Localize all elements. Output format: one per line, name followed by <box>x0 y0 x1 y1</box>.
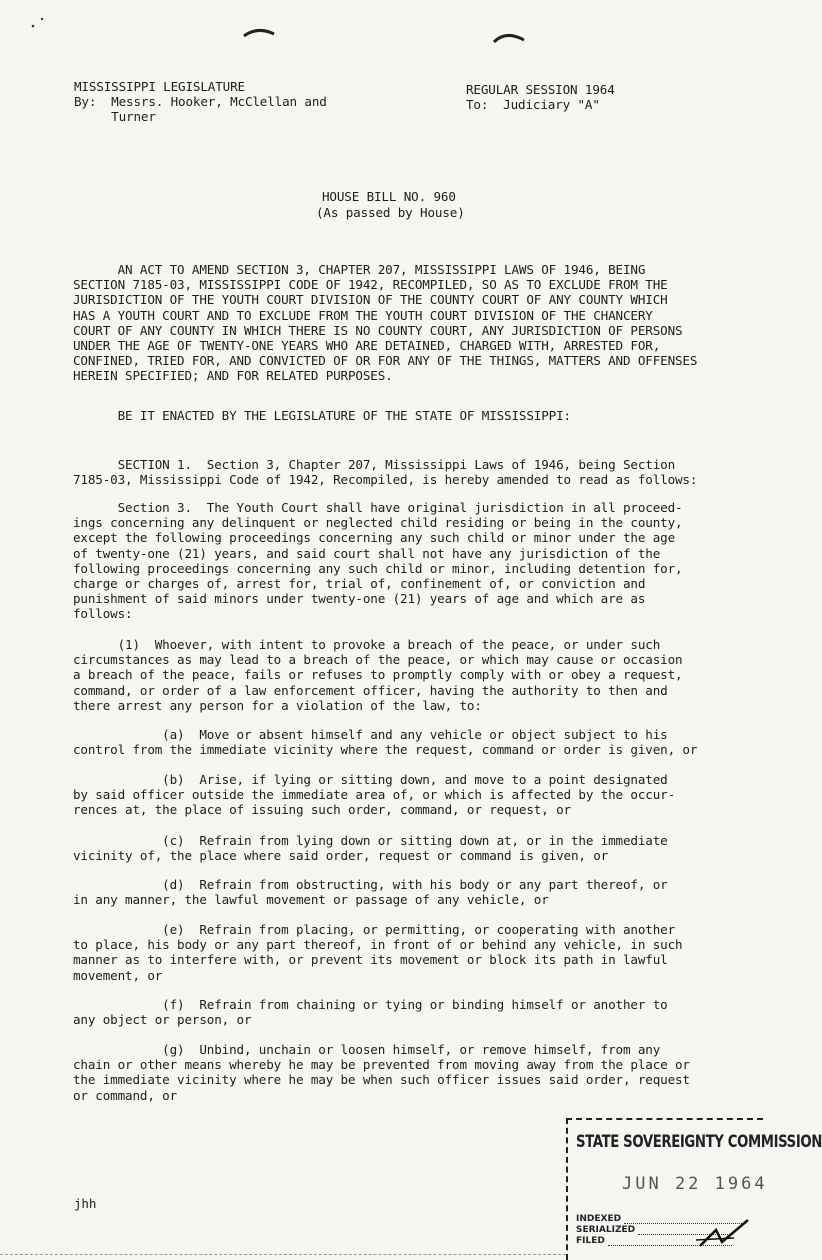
title-line: UNDER THE AGE OF TWENTY-ONE YEARS WHO ARE DETAINED, CHARGED WITH, ARRESTED FOR, <box>73 338 661 354</box>
subparagraph-e-line: to place, his body or any part thereof, in front of or behind any vehicle, in such <box>73 937 683 953</box>
section-3-line: except the following proceedings concerning any such child or minor under the age <box>73 530 675 546</box>
subparagraph-b <box>73 772 675 818</box>
subparagraph-b-line: by said officer outside the immediate area of, or which is affected by the occur- <box>73 787 675 803</box>
section-3 <box>73 500 682 622</box>
paragraph-1-line: command, or order of a law enforcement officer, having the authority to then and <box>73 682 668 698</box>
bill-status: (As passed by House) <box>316 205 465 220</box>
title-line: COURT OF ANY COUNTY IN WHICH THERE IS NO COUNTY COURT, ANY JURISDICTION OF PERSONS <box>73 322 683 338</box>
section-1-line: 7185-03, Mississippi Code of 1942, Recompiled, is hereby amended to read as follows: <box>73 472 698 488</box>
subparagraph-g-line: or command, or <box>73 1087 178 1103</box>
punch-hole-mark-right <box>490 28 530 48</box>
scan-speck <box>28 14 52 30</box>
enacting-clause: BE IT ENACTED BY THE LEGISLATURE OF THE STATE OF MISSISSIPPI: <box>73 408 571 423</box>
paragraph-1-line: (1) Whoever, with intent to provoke a breach of the peace, or under such <box>73 637 661 652</box>
subparagraph-e <box>73 922 682 983</box>
subparagraph-g-line: the immediate vicinity where he may be when such officer issues said order, request <box>73 1072 690 1088</box>
title-line: SECTION 7185-03, MISSISSIPPI CODE OF 1942, RECOMPILED, SO AS TO EXCLUDE FROM THE <box>73 277 668 293</box>
subparagraph-a <box>73 727 697 757</box>
subparagraph-c-line: (c) Refrain from lying down or sitting down at, or in the immediate <box>73 833 668 848</box>
subparagraph-f-line: any object or person, or <box>73 1012 252 1028</box>
paragraph-1 <box>73 637 682 713</box>
subparagraph-a-line: (a) Move or absent himself and any vehicle or object subject to his <box>73 727 668 742</box>
stamp-title: STATE SOVEREIGNTY COMMISSION <box>576 1132 822 1152</box>
punch-hole-mark-left <box>240 24 280 44</box>
legislature-name: MISSISSIPPI LEGISLATURE <box>74 79 245 94</box>
subparagraph-f-line: (f) Refrain from chaining or tying or binding himself or another to <box>73 997 668 1012</box>
subparagraph-d-line: in any manner, the lawful movement or passage of any vehicle, or <box>73 892 549 908</box>
checkmark-scribble-icon <box>694 1216 754 1252</box>
title-line: CONFINED, TRIED FOR, AND CONVICTED OF OR FOR ANY OF THE THINGS, MATTERS AND OFFENSES <box>73 353 698 369</box>
sponsors-line-continued: Turner <box>74 109 156 124</box>
subparagraph-b-line: (b) Arise, if lying or sitting down, and move to a point designated <box>73 772 668 787</box>
subparagraph-g-line: (g) Unbind, unchain or loosen himself, or remove himself, from any <box>73 1042 661 1057</box>
section-3-line: ings concerning any delinquent or neglected child residing or being in the county, <box>73 515 683 531</box>
subparagraph-g-line: chain or other means whereby he may be prevented from moving away from the place or <box>73 1057 690 1073</box>
stamp-indexed-label: INDEXED <box>576 1214 622 1224</box>
subparagraph-a-line: control from the immediate vicinity where the request, command or order is given, or <box>73 742 698 758</box>
session-label: REGULAR SESSION 1964 <box>466 82 615 97</box>
committee-label: To: Judiciary "A" <box>466 97 600 112</box>
paragraph-1-line: there arrest any person for a violation of the law, to: <box>73 697 482 713</box>
stamp-serialized-label: SERIALIZED <box>576 1225 636 1235</box>
title-line: AN ACT TO AMEND SECTION 3, CHAPTER 207, MISSISSIPPI LAWS OF 1946, BEING <box>73 262 646 277</box>
subparagraph-b-line: rences at, the place of issuing such order, command, or request, or <box>73 802 571 818</box>
subparagraph-c <box>73 833 668 863</box>
section-3-line: charge or charges of, arrest for, trial of, confinement of, or conviction and <box>73 576 646 592</box>
subparagraph-c-line: vicinity of, the place where said order, request or command is given, or <box>73 848 609 864</box>
subparagraph-e-line: (e) Refrain from placing, or permitting, or cooperating with another <box>73 922 675 937</box>
stamp-date: JUN 22 1964 <box>622 1174 768 1194</box>
subparagraph-e-line: manner as to interfere with, or prevent its movement or block its path in lawful <box>73 952 668 968</box>
section-3-line: Section 3. The Youth Court shall have original jurisdiction in all proceed- <box>73 500 683 515</box>
paragraph-1-line: circumstances as may lead to a breach of the peace, or which may cause or occasion <box>73 652 683 668</box>
title-line: JURISDICTION OF THE YOUTH COURT DIVISION OF THE COUNTY COURT OF ANY COUNTY WHICH <box>73 292 668 308</box>
subparagraph-d-line: (d) Refrain from obstructing, with his body or any part thereof, or <box>73 877 668 892</box>
section-1 <box>73 457 697 487</box>
section-3-line: of twenty-one (21) years, and said court shall not have any jurisdiction of the <box>73 545 661 561</box>
sponsors-line: By: Messrs. Hooker, McClellan and <box>74 94 327 109</box>
subparagraph-g <box>73 1042 690 1103</box>
section-3-line: follows: <box>73 606 133 622</box>
section-1-line: SECTION 1. Section 3, Chapter 207, Mississippi Laws of 1946, being Section <box>73 457 675 472</box>
bill-number: HOUSE BILL NO. 960 <box>322 189 456 204</box>
paragraph-1-line: a breach of the peace, fails or refuses to promptly comply with or obey a request, <box>73 667 683 683</box>
title-line: HAS A YOUTH COURT AND TO EXCLUDE FROM THE YOUTH COURT DIVISION OF THE CHANCERY <box>73 307 653 323</box>
subparagraph-f <box>73 997 668 1027</box>
act-title <box>73 262 697 384</box>
page-bottom-edge <box>0 1254 566 1255</box>
stamp-filed-label: FILED <box>576 1236 605 1246</box>
subparagraph-e-line: movement, or <box>73 967 163 983</box>
section-3-line: punishment of said minors under twenty-one (21) years of age and which are as <box>73 591 646 607</box>
title-line: HEREIN SPECIFIED; AND FOR RELATED PURPOSES. <box>73 368 393 384</box>
subparagraph-d <box>73 877 668 907</box>
typist-initials: jhh <box>74 1196 97 1211</box>
section-3-line: following proceedings concerning any such child or minor, including detention for, <box>73 560 683 576</box>
commission-stamp <box>566 1118 822 1260</box>
